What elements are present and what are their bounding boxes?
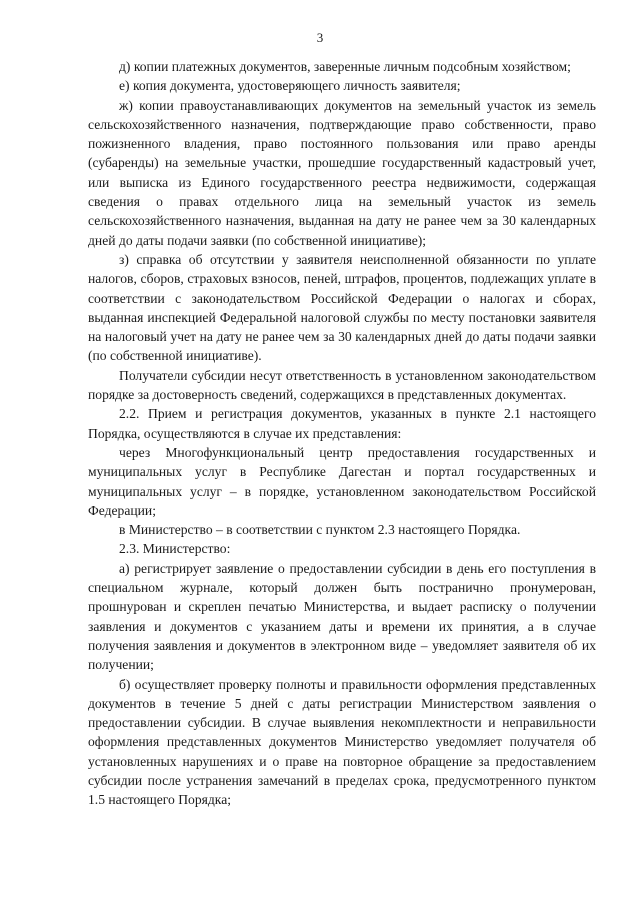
paragraph-item-b: б) осуществляет проверку полноты и правильности оформления представленных документов в течение 5 дней с даты регистрации Министерством заявления о предоставлении субсидии. В случае выявления некомплектности и неправильности оформления представленных документов Министерство уведомляет получателя об установленных нарушениях и о праве на повторное обращение за предоставлением субсидии после устранения замечаний в пределах срока, предусмотренного пунктом 1.5 настоящего Порядка; (88, 676, 596, 808)
paragraph-section-2-2: 2.2. Прием и регистрация документов, указанных в пункте 2.1 настоящего Порядка, осуществляются в случае их представления: (88, 406, 596, 441)
paragraph-mfc: через Многофункциональный центр предоставления государственных и муниципальных услуг в Республике Дагестан и портал государственных и муниципальных услуг – в порядке, установленном законодательством Российской Федерации; (88, 444, 596, 518)
paragraph-ministry: в Министерство – в соответствии с пунктом 2.3 настоящего Порядка. (119, 522, 521, 538)
paragraph-responsibility: Получатели субсидии несут ответственность в установленном законодательством порядке за достоверность сведений, содержащихся в представленных документах. (88, 367, 596, 403)
paragraph-item-d: д) копии платежных документов, заверенные личным подсобным хозяйством; (119, 59, 571, 74)
document-body (88, 57, 596, 810)
paragraph-item-zh: ж) копии правоустанавливающих документов на земельный участок из земель сельскохозяйственного назначения, подтверждающие право собственности, право пожизненного владения, право постоянного пользования или право аренды (субаренды) на земельные участки, прошедшие государственный кадастровый учет, или выписка из Единого государственного реестра недвижимости, содержащая сведения о правах отдельного лица на земельный участок из земель сельскохозяйственного назначения, выданная на дату не ранее чем за 30 календарных дней до даты подачи заявки (по собственной инициативе); (88, 97, 596, 248)
paragraph-item-a: а) регистрирует заявление о предоставлении субсидии в день его поступления в специальном журнале, который должен быть постранично пронумерован, прошнурован и скреплен печатью Министерства, и выдает расписку о получении заявления и документов с указанием даты и времени их принятия, а в случае получения заявления и документов в электронном виде – уведомляет заявителя об их получении; (88, 560, 596, 673)
paragraph-section-2-3: 2.3. Министерство: (119, 541, 231, 557)
page-number: 3 (316, 30, 324, 45)
paragraph-item-e: е) копия документа, удостоверяющего личность заявителя; (119, 78, 461, 94)
paragraph-item-z: з) справка об отсутствии у заявителя неисполненной обязанности по уплате налогов, сборов, страховых взносов, пеней, штрафов, процентов, подлежащих уплате в соответствии с законодательством Российской Федерации о налогах и сборах, выданная инспекцией Федеральной налоговой службы по месту постановки заявителя на налоговый учет на дату не ранее чем за 30 календарных дней до даты подачи заявки (по собственной инициативе). (88, 251, 596, 364)
